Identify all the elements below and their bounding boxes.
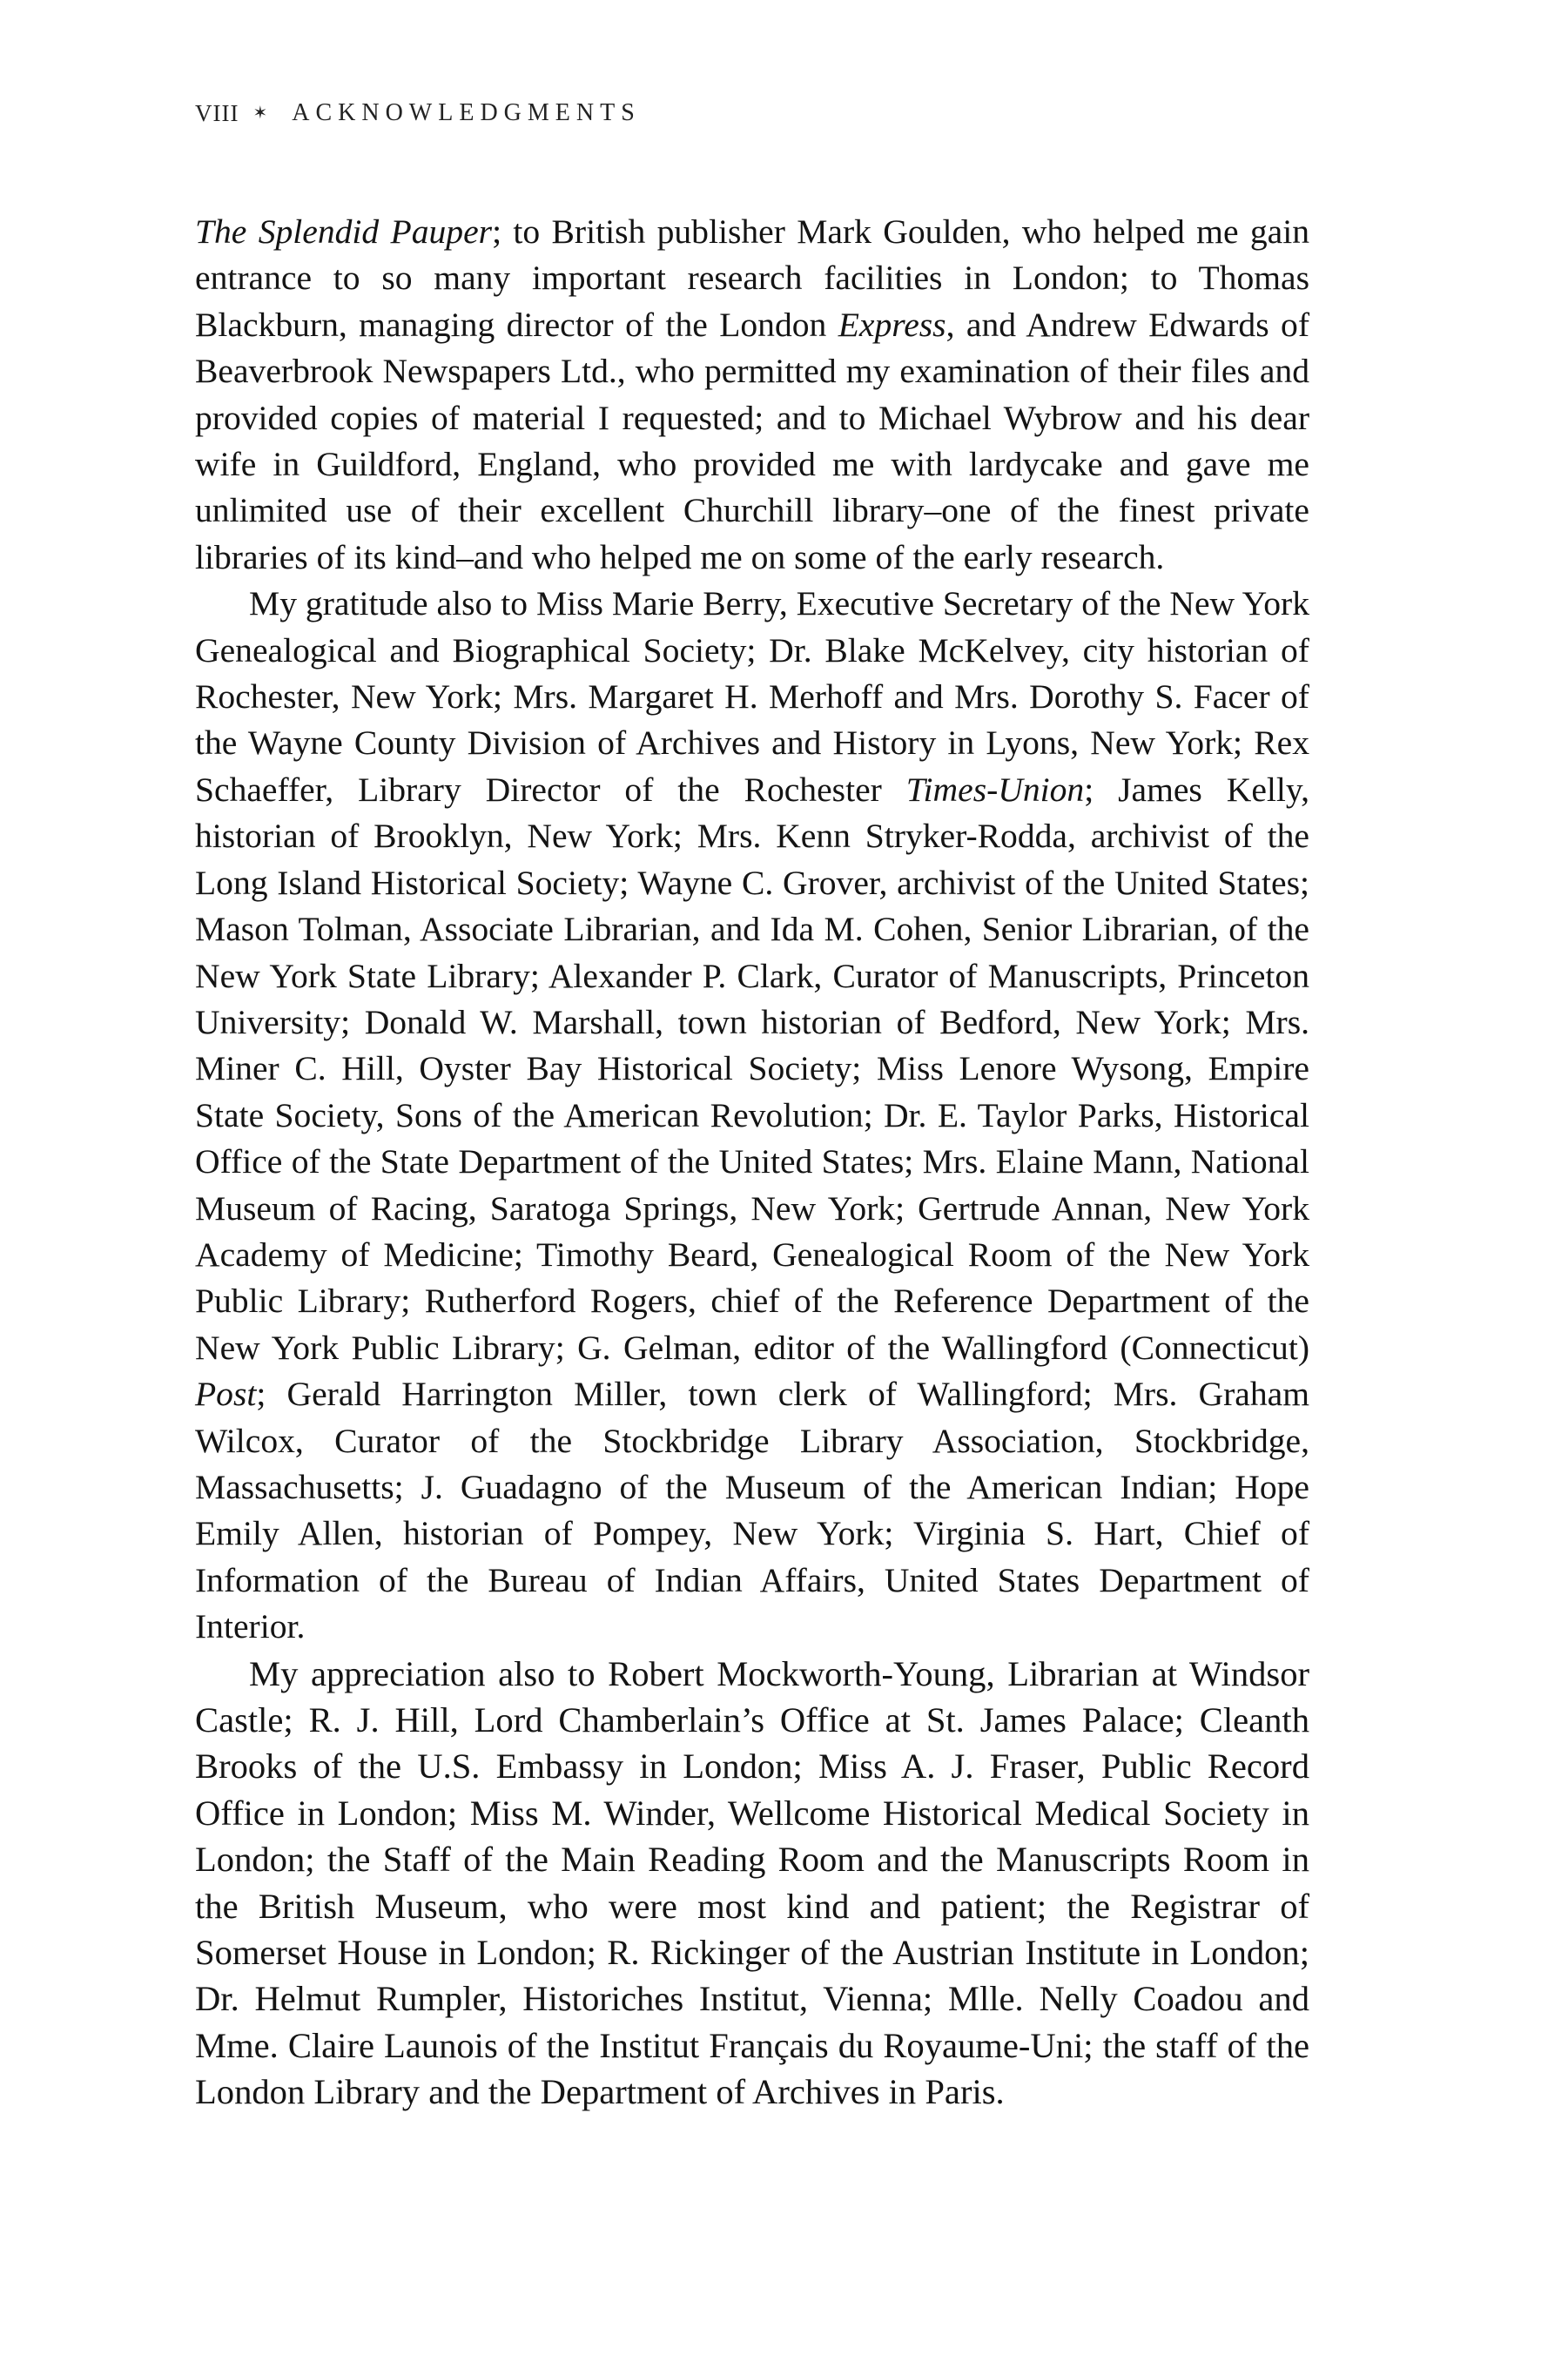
italic-book-title: The Splendid Pauper [195,212,493,251]
paragraph-3 [195,1651,1309,2116]
paragraph-3-text: My appreciation also to Robert Mockworth-Young, Librarian at Windsor Castle; R. J. Hill, Lord Chamberlain’s Office at St. James Palace; Cleanth Brooks of the U.S. Embassy in London; Miss A. J. Fraser, Public Record Office in London; Miss M. Winder, Wellcome Historical Medical Society in London; the Staff of the Main Reading Room and the Manuscripts Room in the British Museum, who were most kind and patient; the Registrar of Somerset House in London; R. Rickinger of the Austrian Institute in London; Dr. Helmut Rumpler, Historiches Institut, Vienna; Mlle. Nelly Coadou and Mme. Claire Launois of the Institut Français du Royaume-Uni; the staff of the London Library and the Department of Archives in Paris. [195,1653,1309,2112]
ornament-icon: ✶ [252,104,273,123]
paragraph-1-text-a: ; to British publisher Mark Goulden, who helped me gain entrance to so many important research facilities in London; to Thomas Blackburn, managing director of the London [195,212,1309,344]
italic-newspaper-name: Times-Union [905,770,1085,809]
paragraph-1-text-b: , and Andrew Edwards of Beaverbrook Newspapers Ltd., who permitted my examination of their files and provided copies of material I requested; and to Michael Wybrow and his dear wife in Guildford, England, who provided me with lardycake and gave me unlimited use of their excellent Churchill library–one of the finest private libraries of its kind–and who helped me on some of the early research. [195,305,1309,576]
paragraph-2-text-c: ; Gerald Harrington Miller, town clerk of Wallingford; Mrs. Graham Wilcox, Curator of the Stockbridge Library Association, Stockbridge, Massachusetts; J. Guadagno of the Museum of the American Indian; Hope Emily Allen, historian of Pompey, New York; Virginia S. Hart, Chief of Information of the Bureau of Indian Affairs, United States Department of Interior. [195,1375,1309,1646]
italic-newspaper-name: Express [838,305,946,344]
paragraph-1 [195,209,1309,581]
paragraph-2 [195,581,1309,1650]
running-head-title: ACKNOWLEDGMENTS [292,99,641,126]
italic-newspaper-name: Post [195,1375,257,1414]
paragraph-2-text-b: ; James Kelly, historian of Brooklyn, New York; Mrs. Kenn Stryker-Rodda, archivist of the Long Island Historical Society; Wayne C. Grover, archivist of the United States; Mason Tolman, Associate Librarian, and Ida M. Cohen, Senior Librarian, of the New York State Library; Alexander P. Clark, Curator of Manuscripts, Princeton University; Donald W. Marshall, town historian of Bedford, New York; Mrs. Miner C. Hill, Oyster Bay Historical Society; Miss Lenore Wysong, Empire State Society, Sons of the American Revolution; Dr. E. Taylor Parks, Historical Office of the State Department of the United States; Mrs. Elaine Mann, National Museum of Racing, Saratoga Springs, New York; Gertrude Annan, New York Academy of Medicine; Timothy Beard, Genealogical Room of the New York Public Library; Rutherford Rogers, chief of the Reference Department of the New York Public Library; G. Gelman, editor of the Wallingford (Connecticut) [195,770,1309,1367]
page-number: VIII [195,99,239,126]
acknowledgments-text [195,209,1309,2116]
paragraph-2-text-a: My gratitude also to Miss Marie Berry, Executive Secretary of the New York Genealogical and Biographical Society; Dr. Blake McKelvey, city historian of Rochester, New York; Mrs. Margaret H. Merhoff and Mrs. Dorothy S. Facer of the Wayne County Division of Archives and History in Lyons, New York; Rex Schaeffer, Library Director of the Rochester [195,584,1309,809]
book-page [195,96,1309,2116]
running-head [195,96,1309,131]
